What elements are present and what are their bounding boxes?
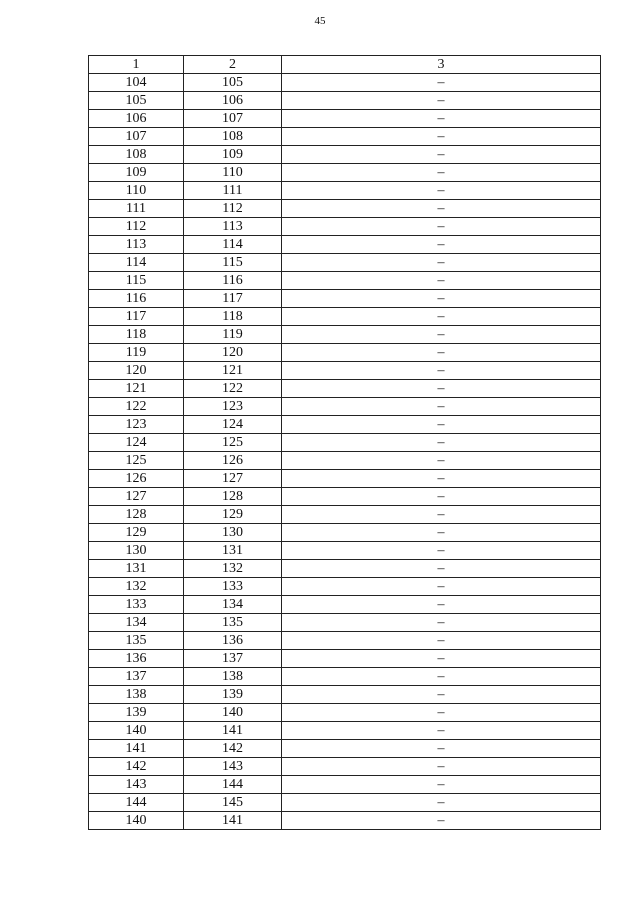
table-cell-col-2: 125 (184, 434, 282, 452)
table-cell-col-2: 145 (184, 794, 282, 812)
table-cell-col-3: – (282, 578, 601, 596)
table-cell-col-2: 139 (184, 686, 282, 704)
table-cell-col-2: 135 (184, 614, 282, 632)
table-cell-col-3: – (282, 488, 601, 506)
table-cell-col-2: 116 (184, 272, 282, 290)
table-cell-col-1: 111 (89, 200, 184, 218)
table-cell-col-1: 140 (89, 722, 184, 740)
table-row (89, 722, 601, 740)
table-cell-col-2: 128 (184, 488, 282, 506)
table-cell-col-1: 130 (89, 542, 184, 560)
table-cell-col-1: 116 (89, 290, 184, 308)
table-row (89, 578, 601, 596)
table-cell-col-2: 115 (184, 254, 282, 272)
table-cell-col-3: – (282, 380, 601, 398)
table-cell-col-2: 110 (184, 164, 282, 182)
table-cell-col-2: 123 (184, 398, 282, 416)
table-cell-col-3: – (282, 758, 601, 776)
table-cell-col-1: 117 (89, 308, 184, 326)
table-cell-col-1: 124 (89, 434, 184, 452)
table-row (89, 236, 601, 254)
table-cell-col-1: 129 (89, 524, 184, 542)
table-cell-col-3: – (282, 506, 601, 524)
table-row (89, 308, 601, 326)
table-row (89, 614, 601, 632)
table-cell-col-3: – (282, 704, 601, 722)
table-cell-col-2: 108 (184, 128, 282, 146)
table-cell-col-3: – (282, 470, 601, 488)
table-cell-col-1: 112 (89, 218, 184, 236)
table-cell-col-3: – (282, 308, 601, 326)
table-cell-col-2: 144 (184, 776, 282, 794)
table-row (89, 218, 601, 236)
table-cell-col-1: 114 (89, 254, 184, 272)
table-cell-col-3: – (282, 200, 601, 218)
table-row (89, 812, 601, 830)
column-header-3: 3 (282, 56, 601, 74)
table-cell-col-2: 120 (184, 344, 282, 362)
table-cell-col-1: 133 (89, 596, 184, 614)
table-cell-col-3: – (282, 650, 601, 668)
page-number: 45 (314, 15, 326, 27)
table-cell-col-3: – (282, 614, 601, 632)
table-cell-col-3: – (282, 686, 601, 704)
table-cell-col-3: – (282, 110, 601, 128)
table-cell-col-2: 143 (184, 758, 282, 776)
table-cell-col-2: 113 (184, 218, 282, 236)
column-header-1: 1 (89, 56, 184, 74)
table-cell-col-2: 118 (184, 308, 282, 326)
table-cell-col-3: – (282, 362, 601, 380)
table-cell-col-3: – (282, 416, 601, 434)
table-row (89, 776, 601, 794)
table-row (89, 326, 601, 344)
table-cell-col-1: 143 (89, 776, 184, 794)
table-cell-col-1: 121 (89, 380, 184, 398)
table-cell-col-3: – (282, 722, 601, 740)
table-cell-col-1: 104 (89, 74, 184, 92)
table-cell-col-1: 118 (89, 326, 184, 344)
table-cell-col-2: 129 (184, 506, 282, 524)
table-cell-col-3: – (282, 344, 601, 362)
table-row (89, 704, 601, 722)
table-cell-col-2: 112 (184, 200, 282, 218)
table-cell-col-3: – (282, 74, 601, 92)
table-cell-col-3: – (282, 542, 601, 560)
table-cell-col-1: 136 (89, 650, 184, 668)
table-row (89, 560, 601, 578)
table-cell-col-1: 127 (89, 488, 184, 506)
table-cell-col-1: 131 (89, 560, 184, 578)
table-cell-col-3: – (282, 218, 601, 236)
table-row (89, 542, 601, 560)
table-row (89, 182, 601, 200)
table-cell-col-1: 134 (89, 614, 184, 632)
table-cell-col-1: 139 (89, 704, 184, 722)
table-cell-col-1: 132 (89, 578, 184, 596)
table-cell-col-2: 117 (184, 290, 282, 308)
table-cell-col-3: – (282, 596, 601, 614)
table-cell-col-1: 108 (89, 146, 184, 164)
table-cell-col-2: 121 (184, 362, 282, 380)
table-cell-col-1: 122 (89, 398, 184, 416)
table-row (89, 740, 601, 758)
table-cell-col-1: 125 (89, 452, 184, 470)
table-cell-col-3: – (282, 182, 601, 200)
table-cell-col-1: 144 (89, 794, 184, 812)
table-cell-col-2: 122 (184, 380, 282, 398)
table-cell-col-3: – (282, 668, 601, 686)
table-cell-col-2: 106 (184, 92, 282, 110)
table-cell-col-2: 130 (184, 524, 282, 542)
table-row (89, 758, 601, 776)
table-body (89, 74, 601, 830)
table-row (89, 416, 601, 434)
table-row (89, 74, 601, 92)
table-cell-col-3: – (282, 326, 601, 344)
table-cell-col-2: 126 (184, 452, 282, 470)
header-row (89, 56, 601, 74)
table-cell-col-1: 126 (89, 470, 184, 488)
table-cell-col-2: 141 (184, 812, 282, 830)
table-row (89, 362, 601, 380)
table-cell-col-1: 128 (89, 506, 184, 524)
table-cell-col-3: – (282, 560, 601, 578)
table-row (89, 506, 601, 524)
table-cell-col-3: – (282, 128, 601, 146)
table-cell-col-3: – (282, 92, 601, 110)
table-cell-col-2: 119 (184, 326, 282, 344)
table-row (89, 146, 601, 164)
table-row (89, 668, 601, 686)
table-cell-col-1: 110 (89, 182, 184, 200)
table-cell-col-3: – (282, 452, 601, 470)
table-cell-col-2: 107 (184, 110, 282, 128)
table-cell-col-2: 132 (184, 560, 282, 578)
table-cell-col-2: 131 (184, 542, 282, 560)
table-row (89, 290, 601, 308)
table-cell-col-2: 140 (184, 704, 282, 722)
table-cell-col-1: 105 (89, 92, 184, 110)
table-row (89, 488, 601, 506)
table-cell-col-1: 142 (89, 758, 184, 776)
table-cell-col-1: 141 (89, 740, 184, 758)
table-row (89, 686, 601, 704)
table-cell-col-1: 120 (89, 362, 184, 380)
table-cell-col-2: 141 (184, 722, 282, 740)
table-cell-col-2: 137 (184, 650, 282, 668)
table-row (89, 452, 601, 470)
table-row (89, 200, 601, 218)
table-cell-col-3: – (282, 632, 601, 650)
table-row (89, 524, 601, 542)
table-cell-col-1: 138 (89, 686, 184, 704)
table-row (89, 254, 601, 272)
table-row (89, 92, 601, 110)
table-cell-col-3: – (282, 524, 601, 542)
table-cell-col-2: 136 (184, 632, 282, 650)
table-cell-col-3: – (282, 740, 601, 758)
table-cell-col-3: – (282, 398, 601, 416)
table-cell-col-3: – (282, 272, 601, 290)
table-header (89, 56, 601, 74)
table-cell-col-2: 138 (184, 668, 282, 686)
table-cell-col-3: – (282, 434, 601, 452)
table-row (89, 794, 601, 812)
table-row (89, 110, 601, 128)
table-cell-col-3: – (282, 164, 601, 182)
table-cell-col-1: 119 (89, 344, 184, 362)
table-row (89, 380, 601, 398)
table-cell-col-2: 111 (184, 182, 282, 200)
table-cell-col-1: 135 (89, 632, 184, 650)
table-row (89, 128, 601, 146)
table-row (89, 434, 601, 452)
table-cell-col-3: – (282, 290, 601, 308)
table-cell-col-3: – (282, 236, 601, 254)
table-cell-col-1: 115 (89, 272, 184, 290)
table-cell-col-2: 109 (184, 146, 282, 164)
table-row (89, 164, 601, 182)
table-cell-col-2: 133 (184, 578, 282, 596)
table-cell-col-3: – (282, 254, 601, 272)
table-cell-col-1: 113 (89, 236, 184, 254)
table-row (89, 344, 601, 362)
table-row (89, 650, 601, 668)
table-cell-col-1: 109 (89, 164, 184, 182)
column-header-2: 2 (184, 56, 282, 74)
table-cell-col-2: 124 (184, 416, 282, 434)
table-cell-col-1: 123 (89, 416, 184, 434)
table-cell-col-3: – (282, 812, 601, 830)
table-cell-col-2: 105 (184, 74, 282, 92)
table-row (89, 632, 601, 650)
table-cell-col-2: 134 (184, 596, 282, 614)
table-row (89, 398, 601, 416)
table-cell-col-1: 107 (89, 128, 184, 146)
table-cell-col-1: 106 (89, 110, 184, 128)
table-cell-col-2: 114 (184, 236, 282, 254)
data-table (88, 55, 601, 830)
table-cell-col-3: – (282, 146, 601, 164)
table-cell-col-1: 137 (89, 668, 184, 686)
table-cell-col-1: 140 (89, 812, 184, 830)
table-row (89, 470, 601, 488)
table-cell-col-3: – (282, 794, 601, 812)
table-cell-col-2: 142 (184, 740, 282, 758)
table-cell-col-3: – (282, 776, 601, 794)
table-row (89, 596, 601, 614)
table-row (89, 272, 601, 290)
table-cell-col-2: 127 (184, 470, 282, 488)
